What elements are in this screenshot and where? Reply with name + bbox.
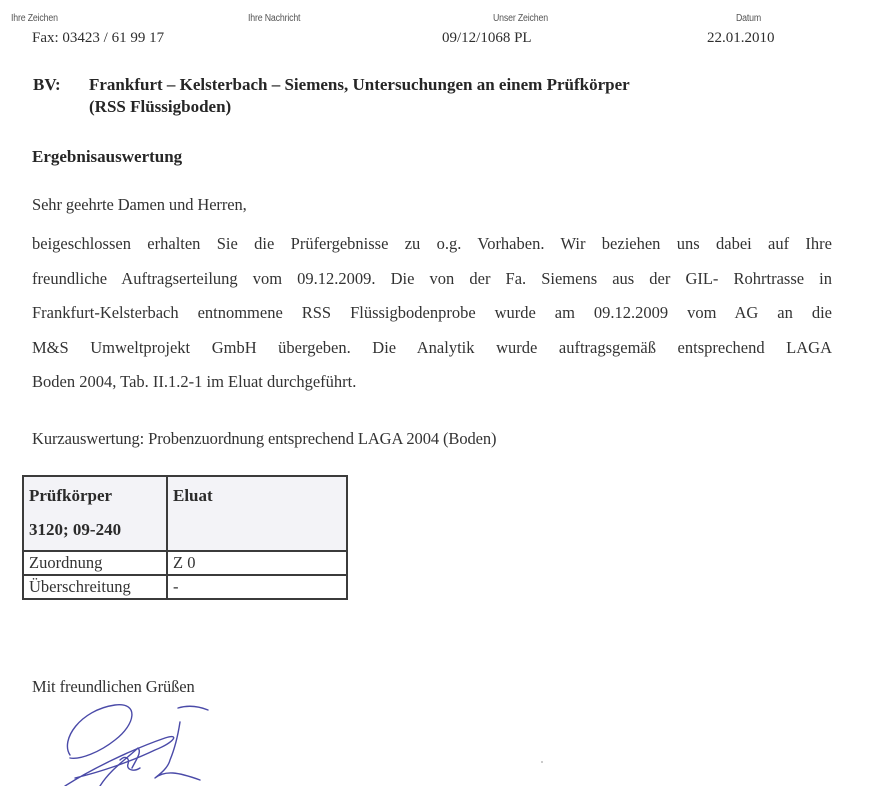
table-cell-value: Z 0 <box>167 551 347 575</box>
result-table <box>22 475 348 600</box>
scan-speck <box>541 761 543 763</box>
table-cell-label: Zuordnung <box>23 551 167 575</box>
datum-value: 22.01.2010 <box>707 30 775 46</box>
unser-zeichen-value: 09/12/1068 PL <box>442 30 532 46</box>
table-header-eluat: Eluat <box>167 476 347 551</box>
body-line: Boden 2004, Tab. II.1.2-1 im Eluat durchgeführt. <box>32 372 357 391</box>
datum-label: Datum <box>736 13 762 24</box>
summary-line: Kurzauswertung: Probenzuordnung entsprechend LAGA 2004 (Boden) <box>32 429 497 448</box>
table-header-sample-name: Prüfkörper <box>29 486 113 505</box>
body-line: Frankfurt-Kelsterbach entnommene RSS Flüssigbodenprobe wurde am 09.12.2009 vom AG an die <box>32 303 832 322</box>
table-header-row <box>23 476 347 551</box>
body-line: M&S Umweltprojekt GmbH übergeben. Die Analytik wurde auftragsgemäß entsprechend LAGA <box>32 337 832 357</box>
signature-icon <box>60 700 230 786</box>
table-row <box>23 575 347 599</box>
body-line: beigeschlossen erhalten Sie die Prüfergebnisse zu o.g. Vorhaben. Wir beziehen uns dabei auf Ihre <box>32 234 832 253</box>
salutation: Sehr geehrte Damen und Herren, <box>32 195 247 214</box>
closing-line: Mit freundlichen Grüßen <box>32 677 195 696</box>
unser-zeichen-label: Unser Zeichen <box>493 13 548 24</box>
table-header-sample <box>23 476 167 551</box>
table-row <box>23 551 347 575</box>
subject-key: BV: <box>33 75 61 94</box>
subject-line-2: (RSS Flüssigboden) <box>89 97 232 116</box>
body-paragraph <box>32 227 832 400</box>
subject-text <box>89 74 630 118</box>
ihre-zeichen-value: Fax: 03423 / 61 99 17 <box>32 30 165 46</box>
section-heading: Ergebnisauswertung <box>32 147 183 166</box>
subject-line-1: Frankfurt – Kelsterbach – Siemens, Untersuchungen an einem Prüfkörper <box>89 75 630 94</box>
ihre-zeichen-label: Ihre Zeichen <box>11 13 58 24</box>
table-header-sample-id: 3120; 09-240 <box>29 520 122 539</box>
table-cell-value: - <box>167 575 347 599</box>
ihre-nachricht-label: Ihre Nachricht <box>248 13 301 24</box>
table-cell-label: Überschreitung <box>23 575 167 599</box>
body-line: freundliche Auftragserteilung vom 09.12.2009. Die von der Fa. Siemens aus der GIL- Rohrtrasse in <box>32 268 832 288</box>
